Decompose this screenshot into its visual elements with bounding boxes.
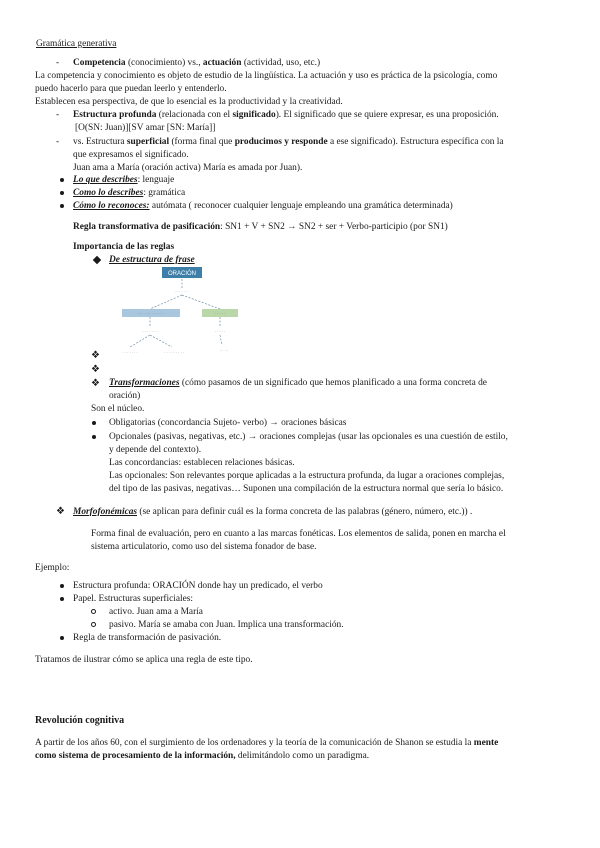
tree-node-label: · · · · · · · [142,329,158,334]
tree-node-label: · · · · · · · · · · · · [137,311,165,316]
text: (forma final que [169,137,235,147]
paragraph-line: Establecen esa perspectiva, de que lo esencial es la productividad y la creatividad. [35,97,343,107]
paragraph-line: puedo hacerlo para que puedan leerlo y entenderlo. [35,84,227,94]
revolucion-line [35,750,369,762]
tree-leaf-label: · · · · · · · [122,350,138,355]
circle-bullet-icon [91,622,96,627]
bullet-item [73,200,453,212]
tree-node-label: · · · · · [214,311,226,316]
term: mente [473,738,499,748]
paragraph-line: del tipo de las pasivas, negativas… Suponen una compilación de la estructura normal que sería lo básico. [109,484,504,494]
bullet-dot-icon [60,584,64,588]
paragraph-line: y depende del contexto). [109,445,202,455]
term: Lo que describes [73,175,138,185]
text: : gramática [143,188,186,198]
sub-bullet-item: activo. Juan ama a María [109,607,203,617]
text: (actividad, uso, etc.) [241,58,321,68]
term-actuacion: actuación [202,58,242,68]
paragraph-line: que expresamos el significado. [73,150,189,160]
paragraph-line: Las opcionales: Son relevantes porque aplicadas a la estructura profunda, da lugar a oraciones complejas, [109,471,505,481]
four-point-star-icon: ❖ [56,506,65,517]
subheading: De estructura de frase [109,255,195,265]
bullet-item: Opcionales (pasivas, negativas, etc.) → oraciones complejas (usar las opcionales es una cuestión de estilo, [109,432,508,442]
dash-marker: - [56,58,60,68]
bullet-dot-icon [60,636,64,640]
tree-node-label: · · · · · · · [174,289,190,294]
text: : SN1 + V + SN2 → SN2 + ser + Verbo-participio (por SN1) [220,222,448,232]
section-heading: Importancia de las reglas [73,242,175,252]
paragraph-line: Tratamos de ilustrar cómo se aplica una regla de este tipo. [35,655,253,665]
four-point-star-icon: ❖ [91,378,100,389]
four-point-star-icon: ❖ [91,364,100,375]
formula-line: [O(SN: Juan)][SV amar [SN: María]] [75,123,216,133]
bullet-dot-icon [92,435,96,439]
paragraph-line: oración) [109,391,141,401]
section-heading: Revolución cognitiva [35,715,125,726]
paragraph-line: La competencia y conocimiento es objeto de estudio de la lingüística. La actuación y uso es práctica de la psicología, como [35,71,498,81]
bullet-item: Regla de transformación de pasivación. [73,633,222,643]
term: Morfofonémicas [73,507,138,517]
bullet-dot-icon [60,191,64,195]
diamond-bullet-icon [93,256,101,264]
morfofonemicas-line [73,506,472,518]
paragraph-line: Juan ama a María (oración activa) María es amada por Juan). [73,163,303,173]
paragraph-line: Ejemplo: [35,563,70,573]
term: Estructura profunda [73,110,157,120]
paragraph-line: Son el núcleo. [91,404,145,414]
four-point-star-icon: ❖ [91,350,100,361]
tree-leaf-label: · · · · · · · · · [164,350,184,355]
paragraph-line: Forma final de evaluación, pero en cuanto a las marcas fonéticas. Los elementos de salida, ponen en marcha el [91,529,506,539]
text: : lenguaje [137,175,175,185]
text: delimitándolo como un paradigma. [235,751,370,761]
bullet-item [73,174,174,186]
term: producimos y responde [234,137,328,147]
paragraph-line: sistema articulatorio, como uso del sistema fonador de base. [91,542,317,552]
estructura-superficial-line [73,136,504,148]
term: Cómo lo reconoces: [73,201,150,211]
sub-bullet-item: pasivo. María se amaba con Juan. Implica una transformación. [109,620,344,630]
bullet-item [73,187,185,199]
revolucion-line [35,737,498,749]
bullet-dot-icon [92,421,96,425]
text: (relacionada con el [156,110,233,120]
tree-node-label: · · · · · [214,329,226,334]
page-title: Gramática generativa [36,39,117,49]
text: a ese significado). Estructura específica con la [327,137,504,147]
regla-line [73,221,448,233]
text: A partir de los años 60, con el surgimiento de los ordenadores y la teoría de la comunicación de Shanon se estudia la [35,738,474,748]
tree-leaf-label: · · · · [219,348,229,353]
tree-root-label: ORACIÓN [167,271,197,277]
term-competencia: Competencia [73,58,126,68]
circle-bullet-icon [91,609,96,614]
term: Transformaciones [109,378,180,388]
term: significado [232,110,276,120]
text: vs. Estructura [73,137,127,147]
bullet-item: Obligatorias (concordancia Sujeto- verbo) → oraciones básicas [109,418,347,428]
text: ). El significado que se quiere expresar, es una proposición. [275,110,499,120]
text: (se aplican para definir cuál es la forma concreta de las palabras (género, número, etc.)) . [137,507,473,517]
term: Regla transformativa de pasificación [73,222,221,232]
dash-marker: - [56,137,60,147]
text: autómata ( reconocer cualquier lenguaje empleando una gramática determinada) [149,201,453,211]
bullet-dot-icon [60,597,64,601]
text: (conocimiento) vs., [125,58,203,68]
syntax-tree-diagram [110,265,270,357]
transformaciones-line [109,377,487,389]
estructura-profunda-line [73,109,499,121]
bullet-dot-icon [60,178,64,182]
paragraph-line: Las concordancias: establecen relaciones básicas. [109,458,295,468]
term: como sistema de procesamiento de la información, [35,751,236,761]
term: superficial [126,137,170,147]
competencia-line [73,57,320,69]
dash-marker: - [56,110,60,120]
bullet-dot-icon [60,204,64,208]
bullet-item: Papel. Estructuras superficiales: [73,594,194,604]
text: (cómo pasamos de un significado que hemos planificado a una forma concreta de [179,378,487,388]
bullet-item: Estructura profunda: ORACIÓN donde hay un predicado, el verbo [73,581,323,591]
term: Como lo describes [73,188,144,198]
